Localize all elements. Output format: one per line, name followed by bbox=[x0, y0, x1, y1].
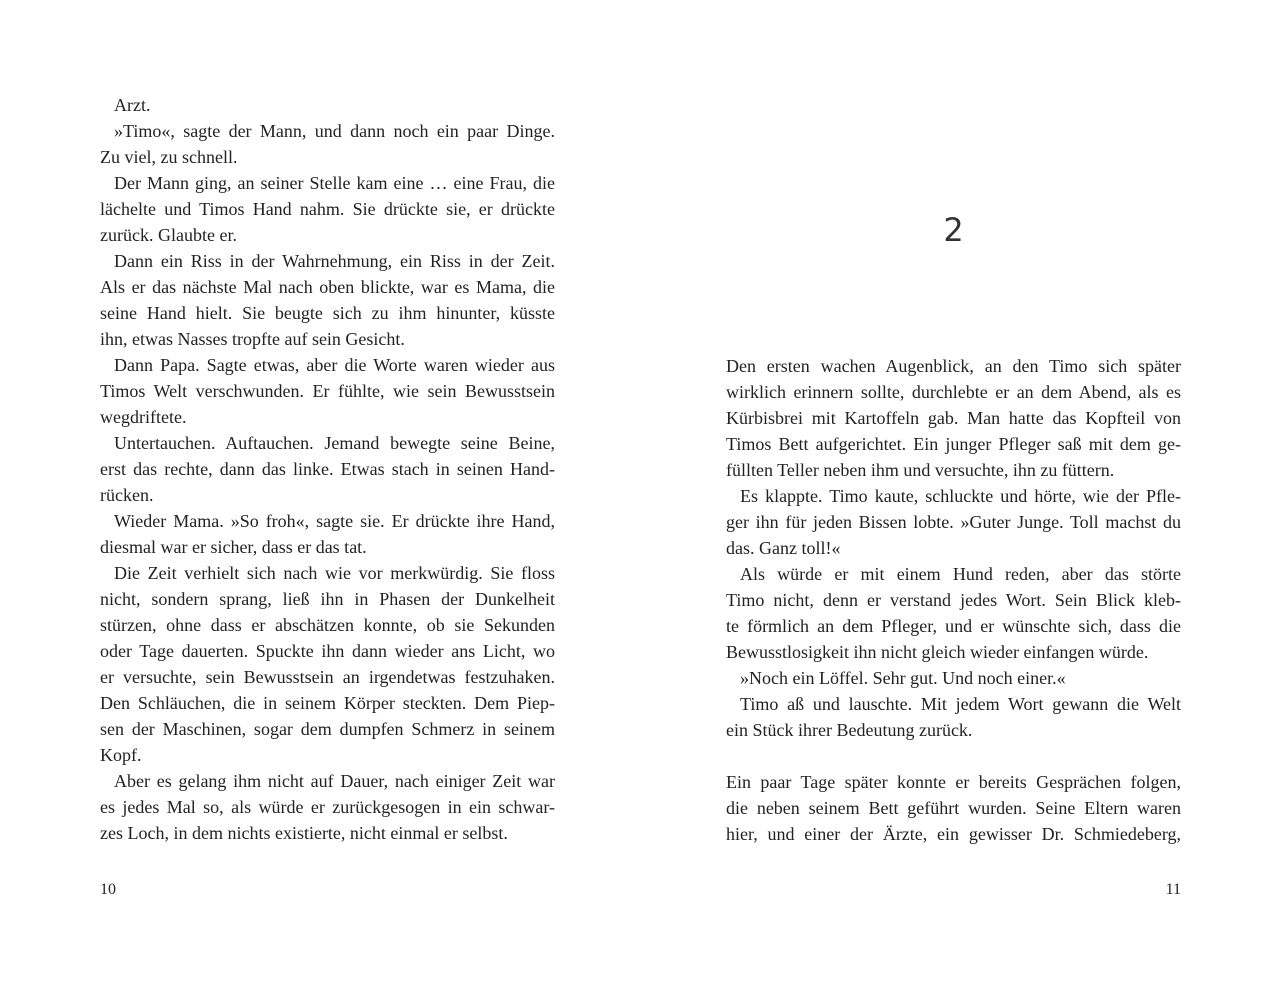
text-line: ihn, etwas Nasses tropfte auf sein Gesicht. bbox=[100, 329, 405, 349]
text-line: »Noch ein Löffel. Sehr gut. Und noch einer.« bbox=[740, 668, 1066, 688]
text-line: Zu viel, zu schnell. bbox=[100, 147, 238, 167]
text-line: diesmal war er sicher, dass er das tat. bbox=[100, 537, 367, 557]
text-line: Untertauchen. Auftauchen. Jemand bewegte seine Beine, bbox=[114, 433, 555, 453]
text-line: Den Schläuchen, die in seinem Körper steckten. Dem Piep- bbox=[100, 693, 555, 713]
left-page-number: 10 bbox=[100, 881, 116, 898]
text-line: Der Mann ging, an seiner Stelle kam eine … eine Frau, die bbox=[114, 173, 555, 193]
text-line: er versuchte, sein Bewusstsein an irgendetwas festzuhaken. bbox=[100, 667, 555, 687]
chapter-number: 2 bbox=[943, 211, 964, 249]
text-line: stürzen, ohne dass er abschätzen konnte, ob sie Sekunden bbox=[100, 615, 555, 635]
text-line: Aber es gelang ihm nicht auf Dauer, nach einiger Zeit war bbox=[114, 771, 555, 791]
text-line: seine Hand hielt. Sie beugte sich zu ihm hinunter, küsste bbox=[100, 303, 555, 323]
text-line: zes Loch, in dem nichts existierte, nicht einmal er selbst. bbox=[100, 823, 508, 843]
text-line: hier, und einer der Ärzte, ein gewisser Dr. Schmiedeberg, bbox=[726, 824, 1181, 844]
text-line: erst das rechte, dann das linke. Etwas stach in seinen Hand- bbox=[100, 459, 555, 479]
text-line: Timos Bett aufgerichtet. Ein junger Pfleger saß mit dem ge- bbox=[726, 434, 1181, 454]
text-line: füllten Teller neben ihm und versuchte, ihn zu füttern. bbox=[726, 460, 1115, 480]
text-line: es jedes Mal so, als würde er zurückgesogen in ein schwar- bbox=[100, 797, 555, 817]
text-line: Als würde er mit einem Hund reden, aber das störte bbox=[740, 564, 1181, 584]
text-line: zurück. Glaubte er. bbox=[100, 225, 237, 245]
text-line: das. Ganz toll!« bbox=[726, 538, 841, 558]
text-line: Wieder Mama. »So froh«, sagte sie. Er drückte ihre Hand, bbox=[114, 511, 555, 531]
text-line: Bewusstlosigkeit ihn nicht gleich wieder einfangen würde. bbox=[726, 642, 1149, 662]
text-line: nicht, sondern sprang, ließ ihn in Phasen der Dunkelheit bbox=[100, 589, 555, 609]
left-page-text bbox=[100, 92, 555, 846]
text-line: ein Stück ihrer Bedeutung zurück. bbox=[726, 720, 973, 740]
right-page bbox=[726, 0, 1181, 996]
text-line: Timo nicht, denn er verstand jedes Wort. Sein Blick kleb- bbox=[726, 590, 1181, 610]
text-line: »Timo«, sagte der Mann, und dann noch ein paar Dinge. bbox=[114, 121, 555, 141]
paragraph-break bbox=[726, 743, 1181, 769]
text-line: Den ersten wachen Augenblick, an den Timo sich später bbox=[726, 356, 1181, 376]
right-page-number: 11 bbox=[1165, 881, 1181, 898]
text-line: Die Zeit verhielt sich nach wie vor merkwürdig. Sie floss bbox=[114, 563, 555, 583]
left-page bbox=[100, 0, 555, 996]
text-line: oder Tage dauerten. Spuckte ihn dann wieder ans Licht, wo bbox=[100, 641, 555, 661]
text-line: Timo aß und lauschte. Mit jedem Wort gewann die Welt bbox=[740, 694, 1181, 714]
text-line: Als er das nächste Mal nach oben blickte, war es Mama, die bbox=[100, 277, 555, 297]
text-line: wirklich erinnern sollte, durchlebte er an dem Abend, als es bbox=[726, 382, 1181, 402]
text-line: lächelte und Timos Hand nahm. Sie drückte sie, er drückte bbox=[100, 199, 555, 219]
text-line: wegdriftete. bbox=[100, 407, 187, 427]
text-line: Timos Welt verschwunden. Er fühlte, wie sein Bewusstsein bbox=[100, 381, 555, 401]
text-line: Kopf. bbox=[100, 745, 142, 765]
text-line: Kürbisbrei mit Kartoffeln gab. Man hatte das Kopfteil von bbox=[726, 408, 1181, 428]
text-line: te förmlich an dem Pfleger, und er wünschte sich, dass die bbox=[726, 616, 1181, 636]
text-line: sen der Maschinen, sogar dem dumpfen Schmerz in seinem bbox=[100, 719, 555, 739]
right-page-text bbox=[726, 353, 1181, 847]
text-line: Es klappte. Timo kaute, schluckte und hörte, wie der Pfle- bbox=[740, 486, 1181, 506]
text-line: Ein paar Tage später konnte er bereits Gesprächen folgen, bbox=[726, 772, 1181, 792]
text-line: Dann Papa. Sagte etwas, aber die Worte waren wieder aus bbox=[114, 355, 555, 375]
text-line: rücken. bbox=[100, 485, 154, 505]
text-line: Arzt. bbox=[114, 95, 151, 115]
text-line: ger ihn für jeden Bissen lobte. »Guter Junge. Toll machst du bbox=[726, 512, 1181, 532]
text-line: Dann ein Riss in der Wahrnehmung, ein Riss in der Zeit. bbox=[114, 251, 555, 271]
text-line: die neben seinem Bett geführt wurden. Seine Eltern waren bbox=[726, 798, 1181, 818]
